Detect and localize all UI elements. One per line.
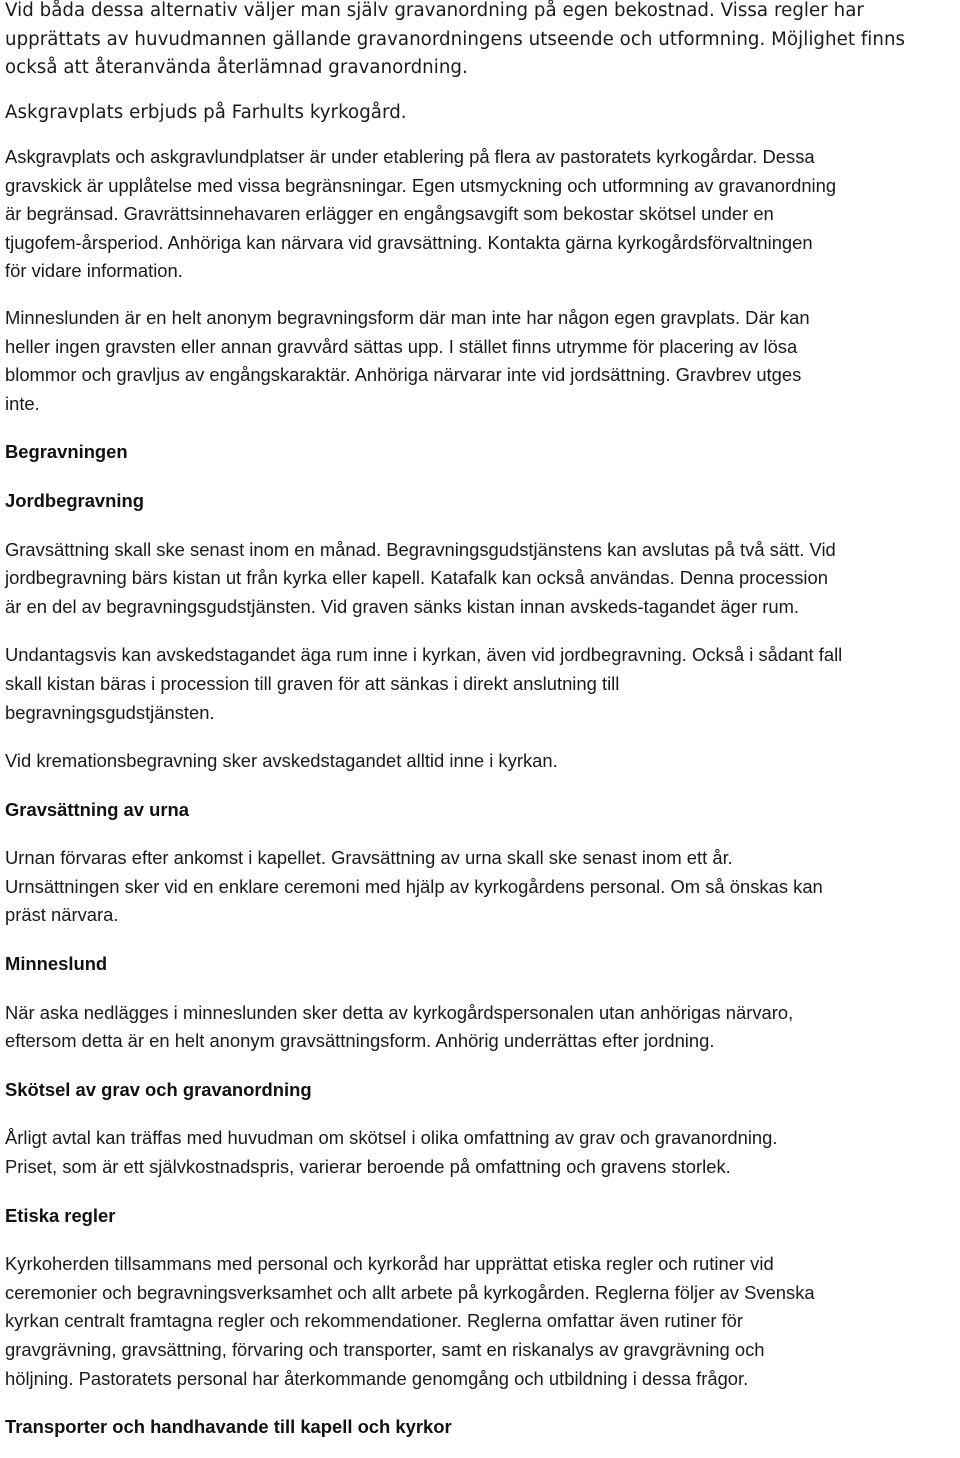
body-paragraph bbox=[5, 1250, 960, 1393]
text-line: Årligt avtal kan träffas med huvudman om skötsel i olika omfattning av grav och gravanordning. bbox=[5, 1127, 778, 1149]
body-paragraph bbox=[5, 1124, 960, 1181]
heading-text: Minneslund bbox=[5, 953, 108, 975]
text-line: Urnan förvaras efter ankomst i kapellet. Gravsättning av urna skall ske senast inom ett år. bbox=[5, 847, 733, 869]
text-line: jordbegravning bärs kistan ut från kyrka eller kapell. Katafalk kan också användas. Denna procession bbox=[5, 567, 828, 589]
text-line: gravgrävning, gravsättning, förvaring och transporter, samt en riskanalys av gravgrävning och bbox=[5, 1339, 765, 1360]
body-paragraph bbox=[5, 747, 960, 776]
subsection-heading bbox=[5, 1076, 960, 1105]
subsection-heading bbox=[5, 796, 960, 825]
heading-text: Skötsel av grav och gravanordning bbox=[5, 1078, 312, 1100]
text-line: ceremonier och begravningsverksamhet och allt arbete på kyrkogården. Reglerna följer av Svenska bbox=[5, 1281, 815, 1303]
body-paragraph bbox=[5, 641, 960, 727]
text-line: Askgravplats och askgravlundplatser är under etablering på flera av pastoratets kyrkogårdar. Dessa bbox=[5, 146, 815, 167]
text-line: kyrkan centralt framtagna regler och rekommendationer. Reglerna omfattar även rutiner för bbox=[5, 1310, 744, 1332]
subsection-heading bbox=[5, 1413, 960, 1442]
text-line: heller ingen gravsten eller annan gravvård sättas upp. I stället finns utrymme för placering av lösa bbox=[5, 335, 798, 357]
text-line: begravningsgudstjänsten. bbox=[5, 701, 215, 723]
subsection-heading bbox=[5, 487, 960, 516]
text-line: inte. bbox=[5, 392, 40, 414]
text-line: Minneslunden är en helt anonym begravningsform där man inte har någon egen gravplats. Där kan bbox=[5, 306, 810, 328]
heading-text: Jordbegravning bbox=[5, 489, 144, 511]
text-line: Askgravplats erbjuds på Farhults kyrkogård. bbox=[5, 101, 407, 123]
text-line: När aska nedlägges i minneslunden sker detta av kyrkogårdspersonalen utan anhörigas närvaro, bbox=[5, 1001, 794, 1023]
heading-text: Begravningen bbox=[5, 441, 128, 463]
text-line: för vidare information. bbox=[5, 260, 183, 282]
body-paragraph bbox=[5, 999, 960, 1056]
text-line: skall kistan bäras i procession till graven för att sänkas i direkt anslutning till bbox=[5, 672, 620, 694]
text-line: blommor och gravljus av engångskaraktär. Anhöriga närvarar inte vid jordsättning. Gravbrev utges bbox=[5, 364, 802, 386]
body-paragraph bbox=[5, 304, 960, 418]
text-line: är en del av begravningsgudstjänsten. Vid graven sänks kistan innan avskeds-tagandet äger rum. bbox=[5, 595, 800, 617]
text-line: gravskick är upplåtelse med vissa begränsningar. Egen utsmyckning och utformning av gravanordning bbox=[5, 174, 837, 196]
text-line: Gravsättning skall ske senast inom en månad. Begravningsgudstjänstens kan avslutas på två sätt. Vid bbox=[5, 538, 836, 560]
heading-text: Etiska regler bbox=[5, 1204, 116, 1226]
text-line: Urnsättningen sker vid en enklare ceremoni med hjälp av kyrkogårdens personal. Om så önskas kan bbox=[5, 875, 823, 897]
text-line: tjugofem-årsperiod. Anhöriga kan närvara vid gravsättning. Kontakta gärna kyrkogårdsförvaltningen bbox=[5, 231, 813, 253]
subsection-heading bbox=[5, 1202, 960, 1231]
body-paragraph bbox=[5, 536, 960, 622]
text-line: Kyrkoherden tillsammans med personal och kyrkoråd har upprättat etiska regler och rutiner vid bbox=[5, 1253, 774, 1275]
intro-paragraph bbox=[5, 0, 960, 83]
intro-paragraph bbox=[5, 99, 960, 128]
text-line: Priset, som är ett självkostnadspris, varierar beroende på omfattning och gravens storlek. bbox=[5, 1156, 731, 1178]
subsection-heading bbox=[5, 950, 960, 979]
text-line: Undantagsvis kan avskedstagandet äga rum inne i kyrkan, även vid jordbegravning. Också i sådant fall bbox=[5, 644, 843, 666]
text-line: höljning. Pastoratets personal har återkommande genomgång och utbildning i dessa frågor. bbox=[5, 1367, 749, 1389]
text-line: präst närvara. bbox=[5, 904, 119, 926]
body-paragraph bbox=[5, 143, 960, 286]
text-line: eftersom detta är en helt anonym gravsättningsform. Anhörig underrättas efter jordning. bbox=[5, 1030, 715, 1052]
text-line: Vid kremationsbegravning sker avskedstagandet alltid inne i kyrkan. bbox=[5, 750, 558, 772]
text-line: också att återanvända återlämnad gravanordning. bbox=[5, 57, 468, 78]
heading-text: Gravsättning av urna bbox=[5, 798, 189, 820]
heading-text: Transporter och handhavande till kapell och kyrkor bbox=[5, 1416, 452, 1438]
body-paragraph bbox=[5, 844, 960, 930]
section-heading bbox=[5, 438, 960, 467]
text-line: Vid båda dessa alternativ väljer man själv gravanordning på egen bekostnad. Vissa regler har bbox=[5, 0, 864, 21]
text-line: upprättats av huvudmannen gällande gravanordningens utseende och utformning. Möjlighet finns bbox=[5, 28, 906, 50]
text-line: är begränsad. Gravrättsinnehavaren erlägger en engångsavgift som bekostar skötsel under en bbox=[5, 203, 774, 225]
